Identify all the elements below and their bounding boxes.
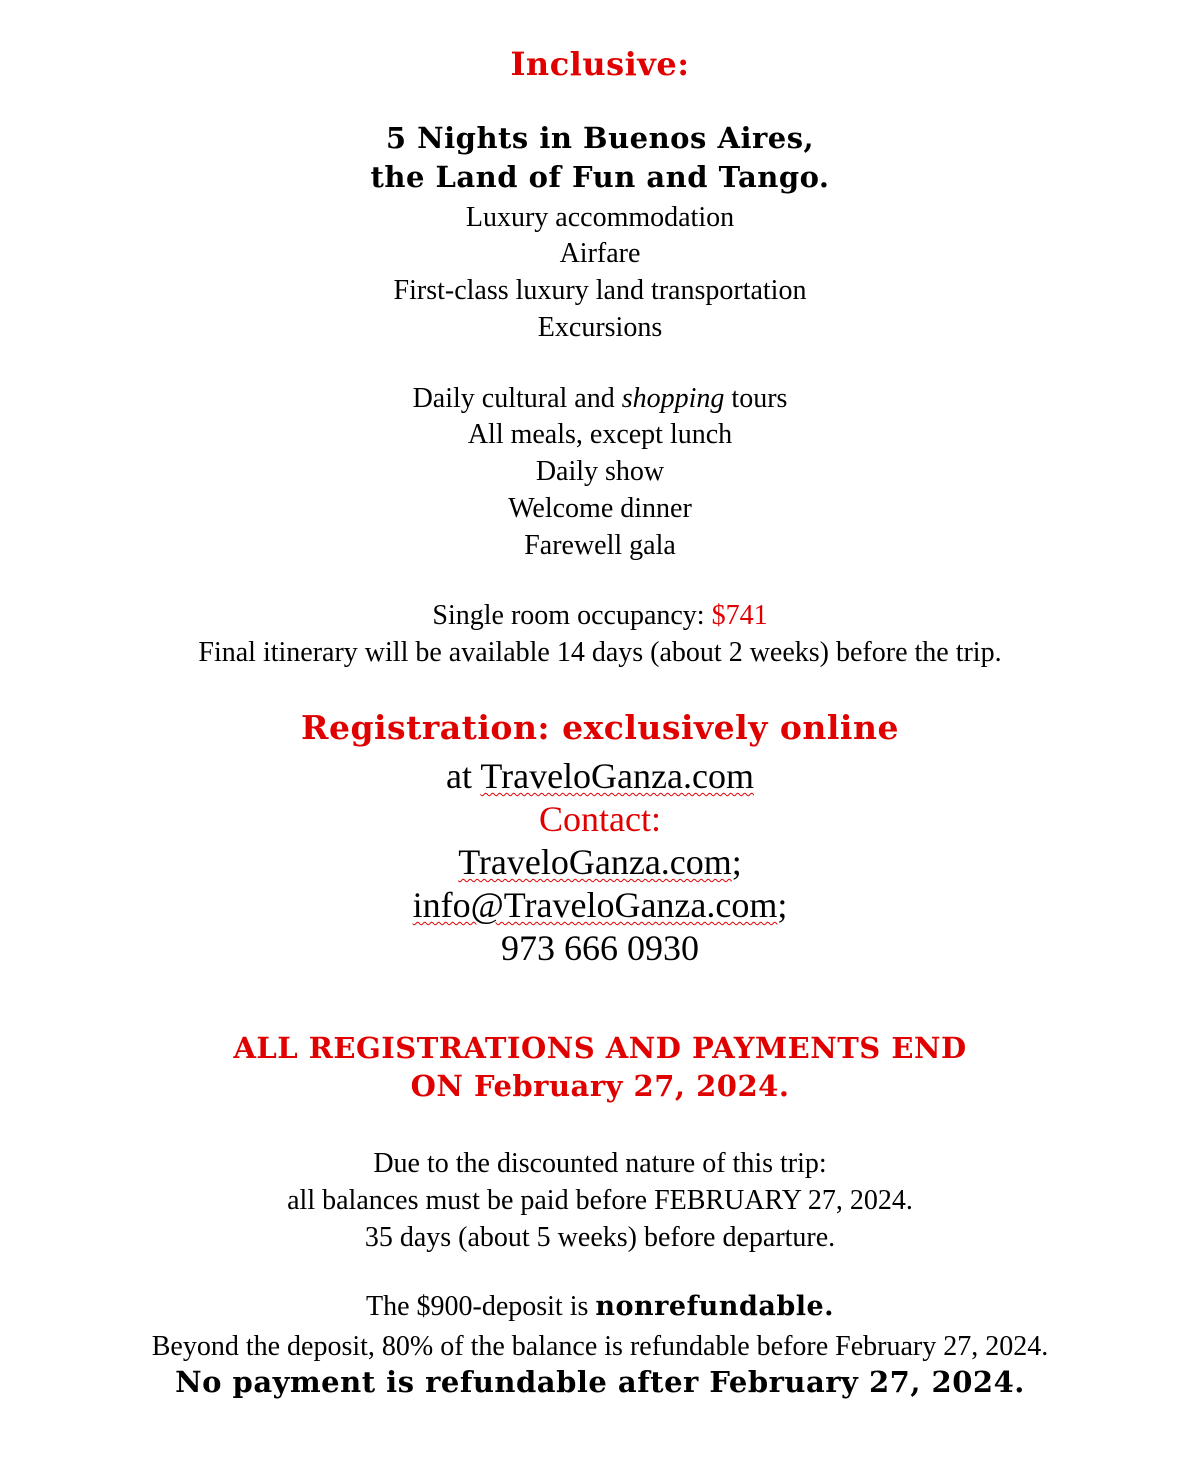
contact-separator: ; xyxy=(777,885,788,925)
single-room-line xyxy=(0,602,1200,630)
package-title-line-1: 5 Nights in Buenos Aires, xyxy=(385,121,815,155)
deposit-prefix: The $900-deposit is xyxy=(365,1291,596,1322)
registration-site-link[interactable]: TraveloGanza.com xyxy=(480,756,754,796)
registration-title: Registration: exclusively online xyxy=(301,708,899,747)
tours-line-after: tours xyxy=(724,383,788,414)
balances-line-1: Due to the discounted nature of this trip: xyxy=(373,1148,827,1179)
inclusion-item: Airfare xyxy=(559,238,641,269)
contact-email-link[interactable]: info@TraveloGanza.com xyxy=(412,885,778,925)
balance-refund-note: Beyond the deposit, 80% of the balance is refundable before February 27, 2024. xyxy=(151,1331,1049,1362)
package-title-line-2: the Land of Fun and Tango. xyxy=(370,160,830,194)
single-room-label: Single room occupancy: xyxy=(432,600,712,631)
balances-line-2: all balances must be paid before FEBRUARY 27, 2024. xyxy=(287,1185,913,1216)
deadline-line-2: ON February 27, 2024. xyxy=(410,1069,790,1103)
inclusion-item: Welcome dinner xyxy=(508,493,692,524)
inclusion-item: First-class luxury land transportation xyxy=(393,275,807,306)
contact-website-line xyxy=(0,844,1200,880)
balances-line-3: 35 days (about 5 weeks) before departure. xyxy=(364,1222,836,1253)
deadline-line-1: ALL REGISTRATIONS AND PAYMENTS END xyxy=(233,1031,967,1065)
contact-website-link[interactable]: TraveloGanza.com xyxy=(458,842,732,882)
itinerary-note: Final itinerary will be available 14 days (about 2 weeks) before the trip. xyxy=(198,637,1002,668)
tours-line-before: Daily cultural and xyxy=(412,383,622,414)
inclusive-heading: Inclusive: xyxy=(510,45,690,83)
tours-line-emphasis: shopping xyxy=(621,383,725,414)
deposit-status: nonrefundable. xyxy=(595,1291,835,1322)
final-refund-note: No payment is refundable after February 27, 2024. xyxy=(175,1365,1025,1399)
contact-email-line xyxy=(0,887,1200,923)
tours-line xyxy=(0,385,1200,413)
inclusion-item: Daily show xyxy=(535,456,665,487)
single-room-price: $741 xyxy=(711,600,768,631)
inclusion-item: Luxury accommodation xyxy=(465,202,735,233)
contact-phone: 973 666 0930 xyxy=(501,928,699,968)
registration-site-line xyxy=(0,758,1200,794)
inclusion-item: Farewell gala xyxy=(524,530,676,561)
deposit-line xyxy=(0,1293,1200,1321)
registration-at-prefix: at xyxy=(446,756,481,796)
inclusion-item: Excursions xyxy=(537,312,663,343)
inclusion-item: All meals, except lunch xyxy=(467,419,733,450)
contact-label: Contact: xyxy=(539,799,661,839)
contact-separator: ; xyxy=(731,842,742,882)
